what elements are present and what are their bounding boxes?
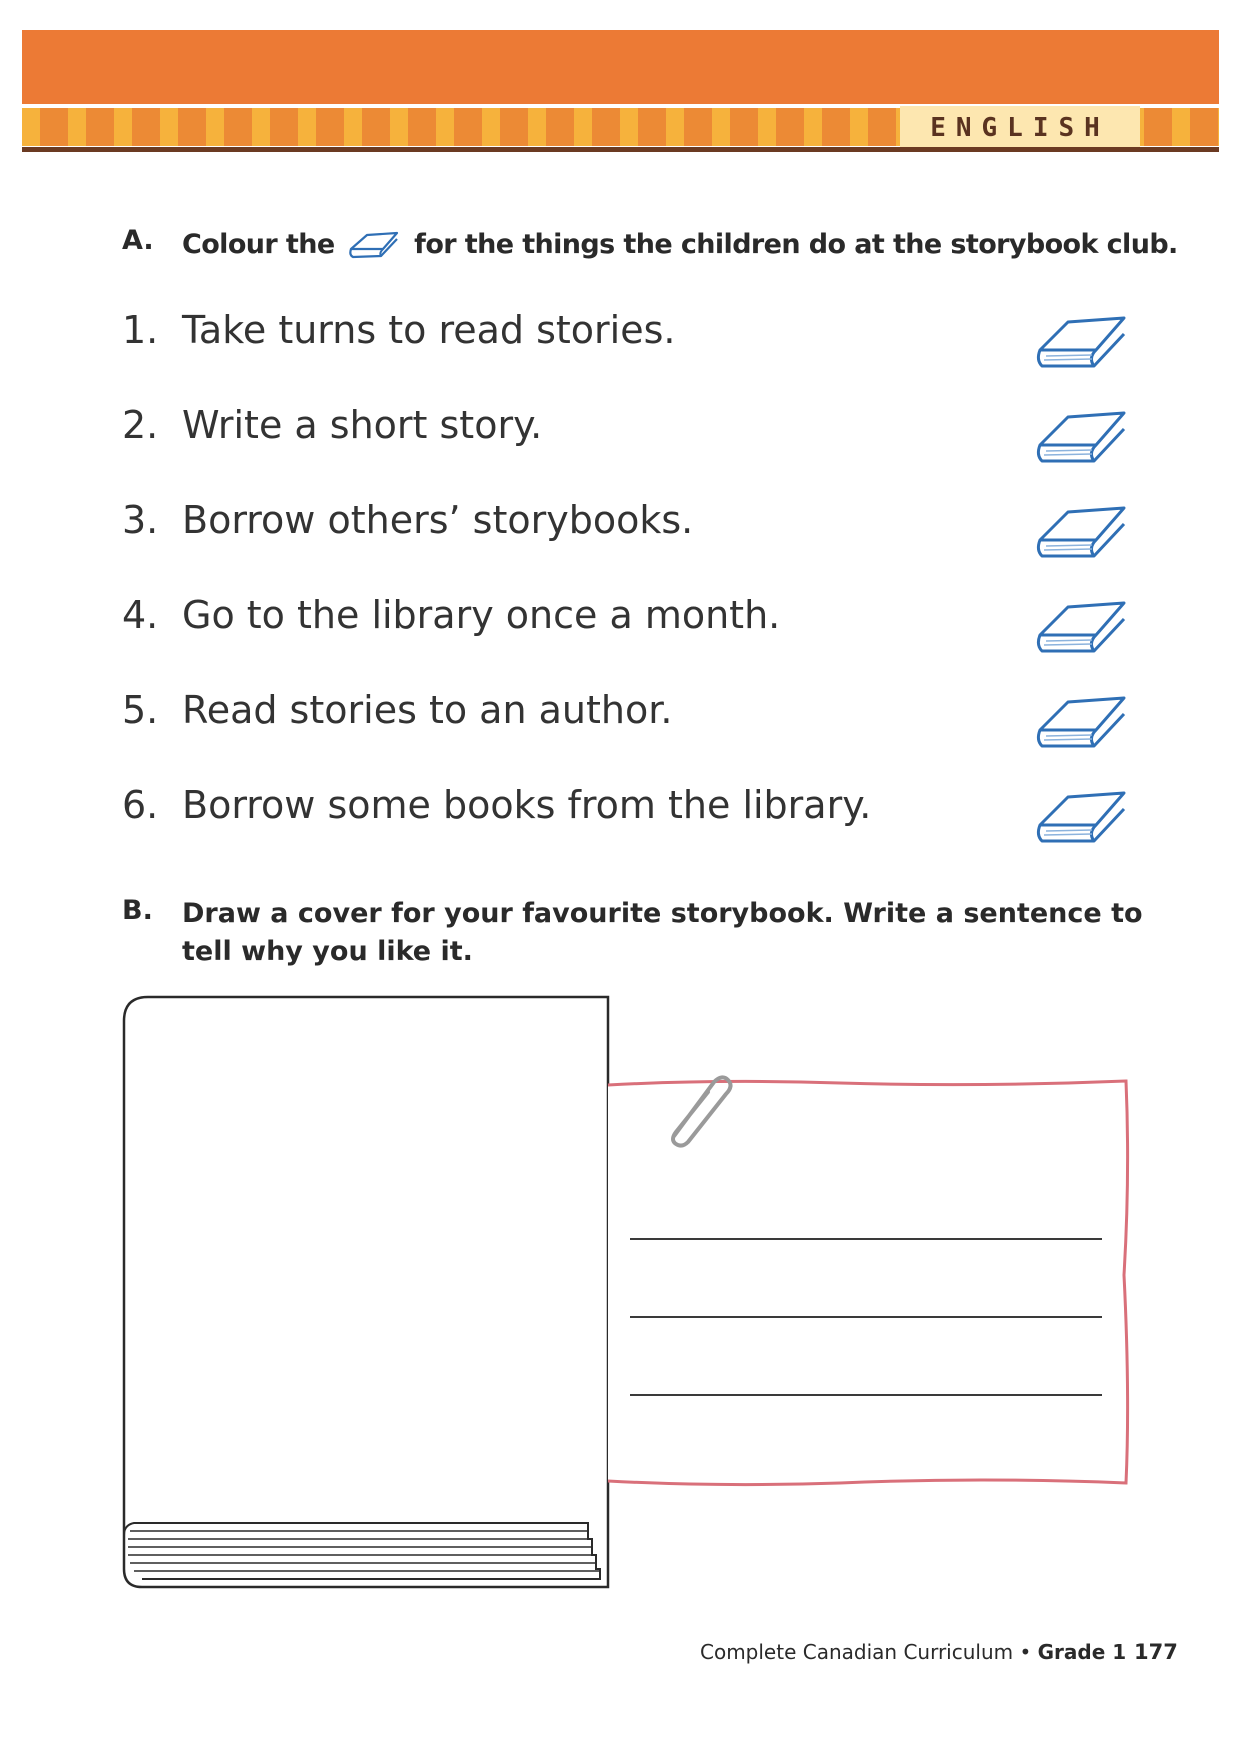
- item-number: 2.: [122, 403, 159, 447]
- writing-line[interactable]: [630, 1394, 1102, 1396]
- item-number: 1.: [122, 308, 159, 352]
- page-number: 177: [1134, 1640, 1178, 1664]
- paperclip-icon: [664, 1072, 734, 1148]
- item-text: Write a short story.: [182, 403, 543, 447]
- book-icon[interactable]: [1034, 494, 1130, 566]
- book-icon[interactable]: [1034, 304, 1130, 376]
- book-icon[interactable]: [1034, 589, 1130, 661]
- section-a-instruction: [182, 225, 1178, 261]
- writing-line[interactable]: [630, 1238, 1102, 1240]
- list-item: [122, 308, 675, 352]
- item-number: 5.: [122, 688, 159, 732]
- list-item: [122, 498, 693, 542]
- list-item: [122, 688, 672, 732]
- footer-series: Complete Canadian Curriculum: [700, 1640, 1014, 1664]
- section-a-letter: A.: [122, 225, 154, 256]
- book-icon[interactable]: [1034, 399, 1130, 471]
- section-b-instruction: Draw a cover for your favourite storybook. Write a sentence to tell why you like it.: [182, 898, 1143, 967]
- book-cover-drawing-area[interactable]: [118, 995, 618, 1595]
- item-number: 4.: [122, 593, 159, 637]
- banner-underline: [22, 147, 1219, 152]
- writing-line[interactable]: [630, 1316, 1102, 1318]
- list-item: [122, 593, 780, 637]
- item-text: Borrow others’ storybooks.: [182, 498, 694, 542]
- list-item: [122, 403, 542, 447]
- item-text: Take turns to read stories.: [182, 308, 676, 352]
- instruction-before: Colour the: [182, 229, 335, 260]
- book-icon[interactable]: [1034, 684, 1130, 756]
- section-b-letter: B.: [122, 895, 153, 926]
- footer-text: [700, 1640, 1126, 1664]
- item-text: Borrow some books from the library.: [182, 783, 872, 827]
- footer-bullet: •: [1019, 1640, 1032, 1664]
- item-text: Go to the library once a month.: [182, 593, 781, 637]
- book-icon[interactable]: [1034, 779, 1130, 851]
- footer-grade: Grade 1: [1037, 1640, 1127, 1664]
- book-icon: [347, 225, 401, 261]
- subject-label: ENGLISH: [930, 113, 1110, 143]
- item-text: Read stories to an author.: [182, 688, 673, 732]
- header-banner: [22, 30, 1219, 105]
- list-item: [122, 783, 871, 827]
- item-number: 6.: [122, 783, 159, 827]
- instruction-after: for the things the children do at the storybook club.: [414, 229, 1178, 260]
- item-number: 3.: [122, 498, 159, 542]
